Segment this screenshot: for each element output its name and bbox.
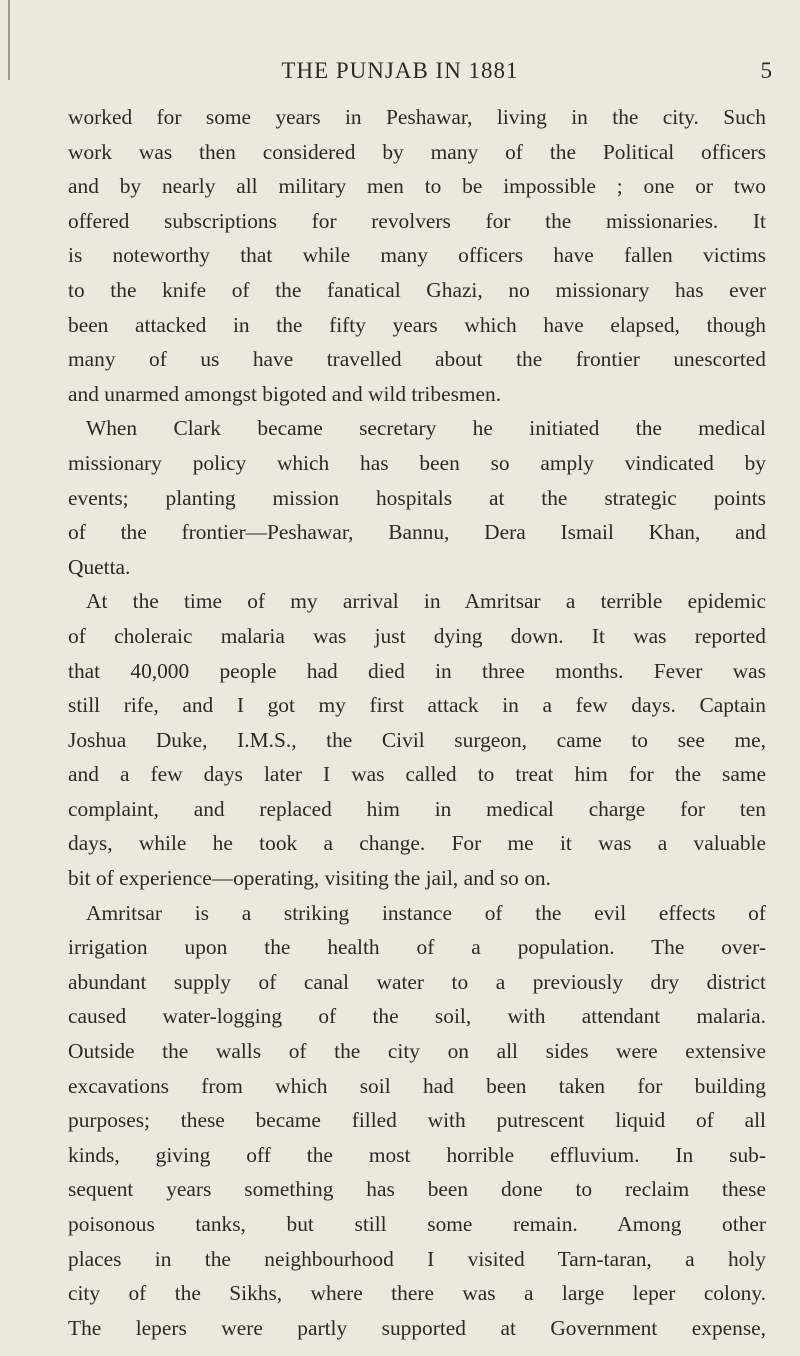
text-line: kinds, giving off the most horrible effluvium. In sub-: [68, 1142, 766, 1167]
text-line: and unarmed amongst bigoted and wild tribesmen.: [68, 381, 502, 406]
text-line: of the frontier—Peshawar, Bannu, Dera Ismail Khan, and: [68, 520, 766, 545]
text-line: still rife, and I got my first attack in a few days. Captain: [68, 693, 766, 718]
text-line: is noteworthy that while many officers have fallen victims: [68, 243, 766, 268]
text-line: missionary policy which has been so amply vindicated by: [68, 450, 766, 475]
text-line: Outside the walls of the city on all sides were extensive: [68, 1039, 766, 1064]
text-line: purposes; these became filled with putrescent liquid of all: [68, 1108, 766, 1133]
text-line: offered subscriptions for revolvers for the missionaries. It: [68, 208, 766, 233]
text-line: been attacked in the fifty years which have elapsed, though: [68, 312, 766, 337]
text-line: abundant supply of canal water to a previously dry district: [68, 969, 766, 994]
text-line: events; planting mission hospitals at the strategic points: [68, 485, 766, 510]
text-line: many of us have travelled about the frontier unescorted: [68, 347, 766, 372]
text-line: At the time of my arrival in Amritsar a terrible epidemic: [86, 589, 766, 614]
page-header: [0, 58, 800, 90]
text-line: days, while he took a change. For me it was a valuable: [68, 831, 766, 856]
text-line: bit of experience—operating, visiting the jail, and so on.: [68, 866, 551, 891]
text-line: caused water-logging of the soil, with attendant malaria.: [68, 1004, 766, 1029]
text-line: worked for some years in Peshawar, living in the city. Such: [68, 105, 766, 129]
text-line: city of the Sikhs, where there was a large leper colony.: [68, 1281, 766, 1306]
running-head: THE PUNJAB IN 1881: [281, 58, 519, 83]
text-line: that 40,000 people had died in three months. Fever was: [68, 658, 766, 683]
text-line: complaint, and replaced him in medical charge for ten: [68, 796, 766, 821]
page-number: 5: [760, 58, 772, 83]
text-line: irrigation upon the health of a population. The over-: [68, 935, 766, 960]
text-line: of choleraic malaria was just dying down. It was reported: [68, 623, 766, 648]
text-line: sequent years something has been done to reclaim these: [68, 1177, 766, 1202]
text-line: The lepers were partly supported at Government expense,: [68, 1315, 766, 1340]
text-line: places in the neighbourhood I visited Tarn-taran, a holy: [68, 1246, 766, 1271]
text-line: to the knife of the fanatical Ghazi, no missionary has ever: [68, 277, 766, 302]
text-line: work was then considered by many of the Political officers: [68, 139, 766, 164]
body-text: [68, 100, 766, 1345]
text-line: Joshua Duke, I.M.S., the Civil surgeon, came to see me,: [68, 727, 766, 752]
text-line: When Clark became secretary he initiated the medical: [86, 416, 766, 441]
text-line: and by nearly all military men to be impossible ; one or two: [68, 174, 766, 199]
text-line: Quetta.: [68, 554, 131, 579]
text-line: Amritsar is a striking instance of the evil effects of: [86, 900, 766, 925]
text-line: and a few days later I was called to treat him for the same: [68, 762, 766, 787]
text-line: poisonous tanks, but still some remain. Among other: [68, 1212, 766, 1236]
text-line: excavations from which soil had been taken for building: [68, 1073, 766, 1098]
